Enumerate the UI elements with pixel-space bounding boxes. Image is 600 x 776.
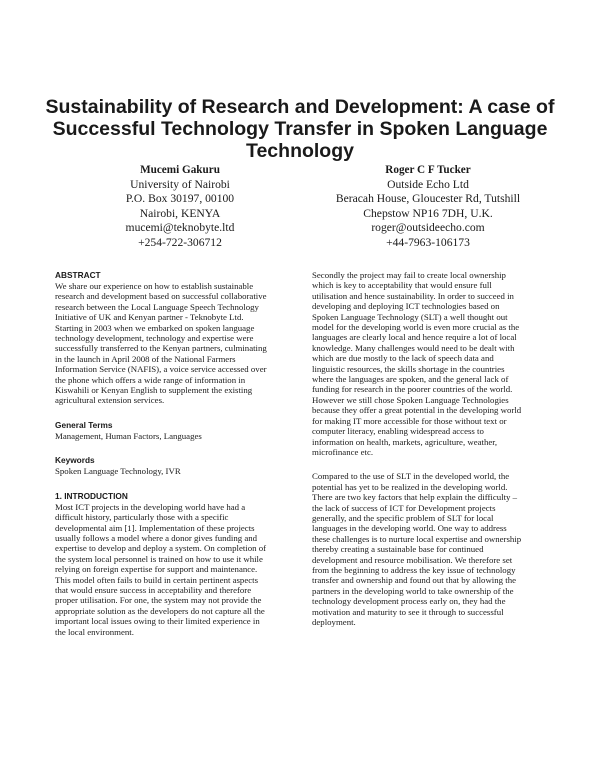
right-column (312, 270, 554, 627)
author-city: Chepstow NP16 7DH, U.K. (363, 206, 493, 220)
author-name: Mucemi Gakuru (140, 164, 220, 176)
keywords-text: Spoken Language Technology, IVR (55, 466, 181, 477)
left-column (55, 270, 297, 637)
abstract-heading: ABSTRACT (55, 270, 101, 280)
author-address: Beracah House, Gloucester Rd, Tutshill (335, 192, 521, 206)
author-city: Nairobi, KENYA (139, 206, 221, 220)
general-terms-heading: General Terms (55, 419, 113, 430)
author-phone: +44-7963-106173 (386, 235, 470, 249)
keywords-heading: Keywords (55, 455, 95, 466)
abstract-text: We share our experience on how to establish sustainable research and development based on successful collaborative research between the Local Language Speech Technology Initiative of UK and Kenyan partner - Teknobyte Ltd. Starting in 2003 when we embarked on spoken language technology development, technology and expertise were successfully transferred to the Kenyan partners, culminating in the launch in April 2008 of the National Farmers Information Service (NAFIS), a voice service accessed over the phone which offers a wide range of information in Kiswahili or Kenyan English to supplement the existing agricultural extension services. (55, 281, 267, 406)
author-block-1 (95, 163, 265, 251)
author-affiliation: University of Nairobi (130, 177, 230, 191)
introduction-heading: 1. INTRODUCTION (55, 490, 128, 501)
author-name: Roger C F Tucker (385, 164, 471, 176)
body-paragraph: Compared to the use of SLT in the developed world, the potential has yet to be realized in the developing world. There are two key factors that help explain the difficulty – the lack of success of ICT for Development projects generally, and the specific problem of SLT for local languages in the developing world. One way to address these challenges is to nurture local expertise and ownership thereby creating a sustainable base for continued development and resource mobilisation. We therefore set from the beginning to address the key issue of technology transfer and ownership and found out that by allowing the partners in the developing world to take ownership of the technology development process early on, they had the motivation and maturity to see it through to successful deployment. (312, 471, 522, 627)
paper-title: Sustainability of Research and Development: A case of Successful Technology Transfer in Spoken Language Technology (45, 96, 555, 162)
introduction-text: Most ICT projects in the developing world have had a difficult history, particularly those with a specific developmental aim [1]. Implementation of these projects usually follows a model where a donor gives funding and expertise to develop and deploy a system. On completion of the system local personnel is trained on how to use it while relying on foreign expertise for support and maintenance. This model often fails to build in certain pertinent aspects that would ensure success in acceptability and therefore proper utilisation. For one, the system may not provide the appropriate solution as the developers do not capture all the important local issues owing to their limited experience in the local environment. (55, 501, 267, 637)
author-address: P.O. Box 30197, 00100 (125, 192, 235, 206)
author-email: mucemi@teknobyte.ltd (125, 221, 235, 235)
author-block-2 (318, 163, 538, 251)
author-email: roger@outsideecho.com (371, 221, 485, 235)
author-phone: +254-722-306712 (138, 235, 222, 249)
author-affiliation: Outside Echo Ltd (387, 177, 469, 191)
body-paragraph: Secondly the project may fail to create local ownership which is key to acceptability that would ensure full utilisation and hence sustainability. In order to succeed in developing and deploying ICT technologies based on Spoken Language Technology (SLT) a well thought out model for the developing world is even more crucial as the languages are clearly local and hence require a lot of local knowledge. Many challenges would need to be dealt with which are due mostly to the lack of speech data and linguistic resources, the skills shortage in the countries where the languages are spoken, and the general lack of funding for research in the poorer countries of the world. However we still chose Spoken Language Technologies because they offer a great potential in the developing world for making IT more accessible for those without text or computer literacy, enabling widespread access to information on health, markets, agriculture, weather, microfinance etc. (312, 270, 522, 457)
general-terms-text: Management, Human Factors, Languages (55, 430, 202, 441)
